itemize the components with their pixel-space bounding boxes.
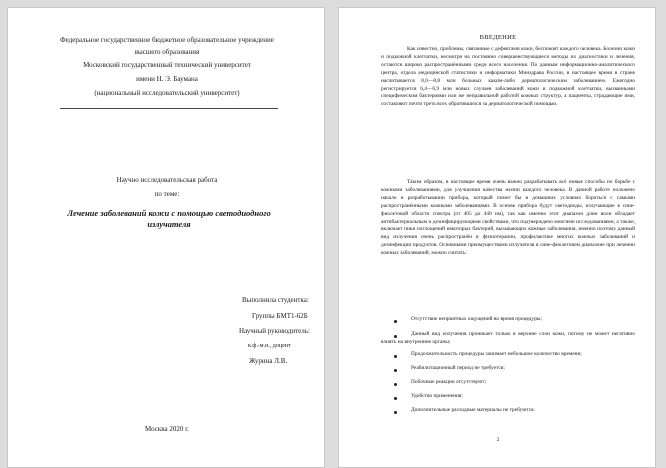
bullet-dot <box>394 383 397 386</box>
list-item: Реабилитационный период не требуется; <box>411 365 505 371</box>
list-item: Побочные реакции отсутствуют; <box>411 379 487 385</box>
section-heading: ВВЕДЕНИЕ <box>479 34 517 41</box>
performer-label: Выполнила студентка: <box>242 296 309 304</box>
bullet-dot <box>394 355 397 358</box>
institution-line-1: Федеральное государственное бюджетное образовательное учреждение <box>60 36 274 44</box>
supervisor-label: Научный руководитель: <box>239 327 310 335</box>
bullet-dot <box>394 397 397 400</box>
institution-line-4: имени Н. Э. Баумана <box>136 75 198 83</box>
work-title: Лечение заболеваний кожи с помощью светодиодного излучателя <box>67 208 271 229</box>
student-group: Группы БМТ1-62Б <box>252 312 308 320</box>
institution-line-5: (национальный исследовательский университет) <box>94 89 240 97</box>
introduction-page <box>338 7 656 468</box>
list-item: Продолжительность процедуры занимает небольшое количество времени; <box>411 351 582 357</box>
institution-line-3: Московский государственный технический университет <box>83 61 251 69</box>
list-item: Удобство применения; <box>411 393 463 399</box>
header-rule <box>60 108 278 109</box>
institution-line-2: высшего образования <box>134 48 200 56</box>
list-item: Дополнительные расходные материалы не требуются. <box>411 407 535 413</box>
intro-paragraph-2: Таким образом, в настоящее время очень важно разрабатывать всё новые способы по борьбе с кожными заболеваниями, для улучшения качества жизни каждого человека. В данной работе положено начало в разработывании прибора, который помог бы в домашних условиях бороться с самыми распространёнными кожными заболеваниями. В основе прибора будут светодиоды, излучающие в сине-фиолетовой области спектра (от 405 до 440 нм), так как именно этот диапазон длин волн обладает антибактериальным и дезинфицирующими свойствами, что подтверждено многими исследованиями, а также, включает пики поглощений некоторых бактерий, вызывающих кожные заболевания, именно поэтому данный вид излучения очень распространён в физиотерапии, профилактике многих кожных заболеваний и дезинфекции продуктов. Основными преимуществами излучателя в сине-фиолетовом диапазоне при лечении кожных заболеваний, можно считать: <box>381 179 635 257</box>
supervisor-degree: к.ф.-м.н., доцент <box>248 343 291 349</box>
topic-label: по теме: <box>154 190 180 198</box>
list-item: Данный вид излучения проникает только в верхние слои кожи, потому не может негативно влиять на внутренние органы; <box>381 331 635 345</box>
list-item: Отсутствие неприятных ощущений во время процедуры; <box>411 316 543 322</box>
city-year: Москва 2020 г. <box>145 425 189 433</box>
bullet-dot <box>394 369 397 372</box>
supervisor-name: Журина Л.В. <box>249 357 288 365</box>
bullet-dot <box>394 411 397 414</box>
title-page <box>7 7 325 468</box>
bullet-dot <box>394 320 397 323</box>
intro-paragraph-1: Как известно, проблемы, связанные с дефектами кожи, беспокоят каждого человека. Болезни кожи и подкожной клетчатки, несмотря на постоянно совершенствующиеся методы их диагностики и лечения, остаются широко распространёнными среди всего населения. По данным информационно-аналитического центра, отдела медицинской статистики и информатики Минздрава России, в настоящее время в стране насчитывается 8,0—8,8 млн больных каким-либо дерматологическим заболеванием. Ежегодно регистрируется 6,4—6,9 млн новых случаев заболеваний кожи и подкожной клетчатки, вызванными специфическим бактериями или же неправильной работой кожных структур, а пациенты, страдающие ими, составляют почти треть всех обратившихся за дерматологической помощью. <box>381 46 635 108</box>
work-type: Научно исследовательская работа <box>116 176 218 184</box>
page-number: 2 <box>496 437 500 443</box>
